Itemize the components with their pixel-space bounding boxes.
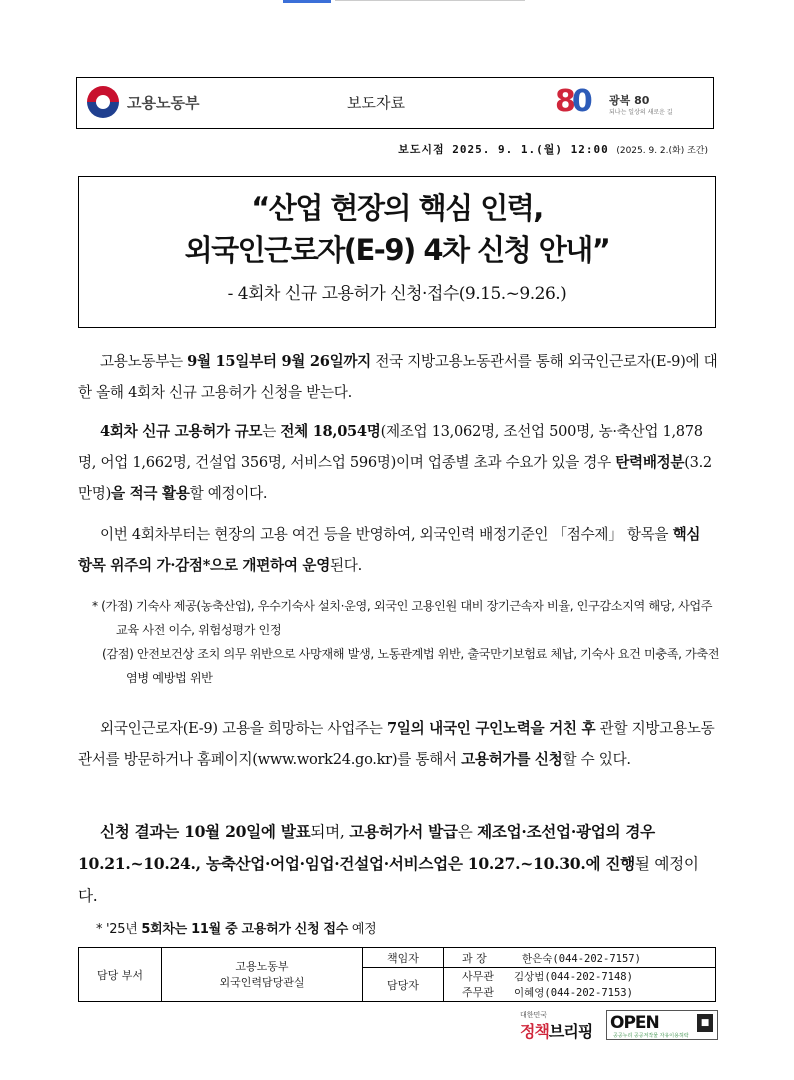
liberation-80-mark-icon: 80 [555, 84, 589, 119]
top-divider [335, 0, 525, 1]
press-release-label: 보도자료 [347, 94, 405, 112]
p4-text-a: 외국인근로자(E-9) 고용을 희망하는 사업주는 [100, 720, 387, 737]
ministry-emblem-icon [87, 86, 119, 118]
p2-flex-allocation: 탄력배정분 [615, 454, 685, 471]
note-plus-points: * (가점) 기숙사 제공(농축산업), 우수기숙사 설치·운영, 외국인 고용인원 대비 장기근속자 비율, 인구감소지역 해당, 사업주 교육 사전 이수, 위험성평가 인정 [92, 599, 713, 637]
title-line-1: “산업 현장의 핵심 인력, [251, 191, 543, 225]
dept-label: 담당 부서 [79, 948, 162, 1002]
responsible-label: 책임자 [363, 948, 444, 968]
ministry-name: 고용노동부 [127, 94, 200, 112]
p5-text-b: 되며, [310, 823, 350, 841]
p1-period: 9월 15일부터 9월 26일까지 [187, 353, 371, 370]
dept-line-2: 외국인력담당관실 [219, 975, 305, 989]
officer2-contact: 이혜영(044-202-7153) [514, 986, 633, 999]
kogl-open-logo [606, 1010, 718, 1040]
top-accent-bar [283, 0, 331, 3]
p4-text-c: 관할 지방고용노동관서를 방문하거나 홈페이지(www.work24.go.kr)를 통해서 [78, 720, 715, 768]
paragraph-5 [78, 816, 718, 912]
person-icon: ■ [697, 1014, 713, 1032]
paragraph-4 [78, 713, 718, 775]
paragraph-2 [78, 416, 718, 509]
scoring-note [92, 594, 722, 690]
p2-breakdown: (제조업 13,062명, 조선업 500명, 농·축산업 1,878명, 어업 1,662명, 건설업 356명, 서비스업 596명)이며 업종별 초과 수요가 있을 경우 [78, 423, 703, 471]
title-line-2: 외국인근로자(E-9) 4차 신청 안내” [184, 233, 610, 267]
p2-total: 전체 18,054명 [280, 423, 381, 440]
p5-announcement: 신청 결과는 10월 20일에 발표 [100, 822, 311, 841]
embargo-time: 보도시점 2025. 9. 1.(월) 12:00 [398, 143, 609, 156]
p2-text-g: 을 [111, 485, 130, 502]
p4-apply: 고용허가를 신청 [461, 751, 563, 768]
chief-title: 과 장 [462, 951, 487, 965]
p5-text-d: 은 [457, 823, 478, 841]
policy-briefing-main [520, 1019, 598, 1042]
title-box [78, 176, 716, 328]
liberation-logo-text: 광복 80 [609, 94, 650, 107]
p4-recruit-effort: 7일의 내국인 구인노력을 거친 후 [386, 720, 596, 737]
embargo-line [398, 141, 708, 157]
liberation-80-logo [555, 84, 705, 122]
dept-line-1: 고용노동부 [235, 959, 289, 973]
chief-contact: 한은숙(044-202-7157) [522, 952, 641, 965]
p3-reform: 핵심 항목 위주의 가·감점*으로 개편하여 운영 [78, 526, 701, 574]
embargo-note: (2025. 9. 2.(화) 조간) [616, 146, 708, 156]
p2-flex-count: (3.2만명) [78, 454, 712, 502]
liberation-logo-subtext: 되나는 일상의 새로운 길 [609, 109, 673, 116]
footnote [96, 918, 376, 937]
policy-briefing-main-b: 브리핑 [548, 1022, 593, 1041]
paragraph-1 [78, 346, 718, 408]
dept-name [162, 948, 363, 1002]
p1-text-a: 고용노동부는 [100, 353, 188, 370]
p1-text-c: 전국 지방고용노동관서를 통해 외국인근로자(E-9)에 대한 올해 4회차 신규 고용허가 신청을 받는다. [78, 353, 718, 401]
contact-table [78, 947, 716, 1002]
p5-text-f: 될 예정이다. [78, 855, 699, 905]
p3-text-c: 된다. [330, 557, 362, 574]
header-box [76, 77, 714, 129]
p2-text-i: 할 예정이다. [189, 485, 268, 502]
officer2-title: 주무관 [462, 985, 494, 999]
p4-text-e: 할 수 있다. [562, 751, 631, 768]
p5-permit-issue: 고용허가서 발급 [349, 822, 458, 841]
footnote-round5: 5회차는 11월 중 고용허가 신청 접수 [141, 922, 349, 937]
p2-active-use: 적극 활용 [129, 485, 190, 502]
staff-cell [444, 968, 716, 1002]
staff-label: 담당자 [363, 968, 444, 1002]
subtitle: - 4회차 신규 고용허가 신청·접수(9.15.~9.26.) [227, 284, 567, 304]
p5-schedule: 제조업·조선업·광업의 경우 10.21.~10.24., 농축산업·어업·임업·건설업·서비스업은 10.27.~10.30.에 진행 [78, 822, 655, 873]
open-sub: 공공누리 공공저작물 자유이용허락 [613, 1033, 689, 1039]
p2-text-b: 는 [262, 423, 281, 440]
policy-briefing-main-a: 정책 [520, 1022, 549, 1041]
paragraph-3 [78, 519, 718, 581]
chief-cell [444, 948, 716, 968]
p2-heading: 4회차 신규 고용허가 규모 [100, 423, 263, 440]
open-mark: OPEN [610, 1013, 659, 1033]
officer1-title: 사무관 [462, 969, 494, 983]
policy-briefing-top: 대한민국 [520, 1011, 548, 1019]
officer1-contact: 김상범(044-202-7148) [514, 970, 633, 983]
footnote-text-a: * '25년 [96, 922, 142, 937]
note-minus-points: (감점) 안전보건상 조치 의무 위반으로 사망재해 발생, 노동관계법 위반, 출국만기보험료 체납, 기숙사 요건 미충족, 가축전염병 예방법 위반 [102, 647, 720, 685]
footnote-text-c: 예정 [348, 922, 377, 937]
policy-briefing-logo [520, 1010, 598, 1042]
p3-text-a: 이번 4회차부터는 현장의 고용 여건 등을 반영하여, 외국인력 배정기준인 「점수제」 항목을 [100, 526, 673, 543]
